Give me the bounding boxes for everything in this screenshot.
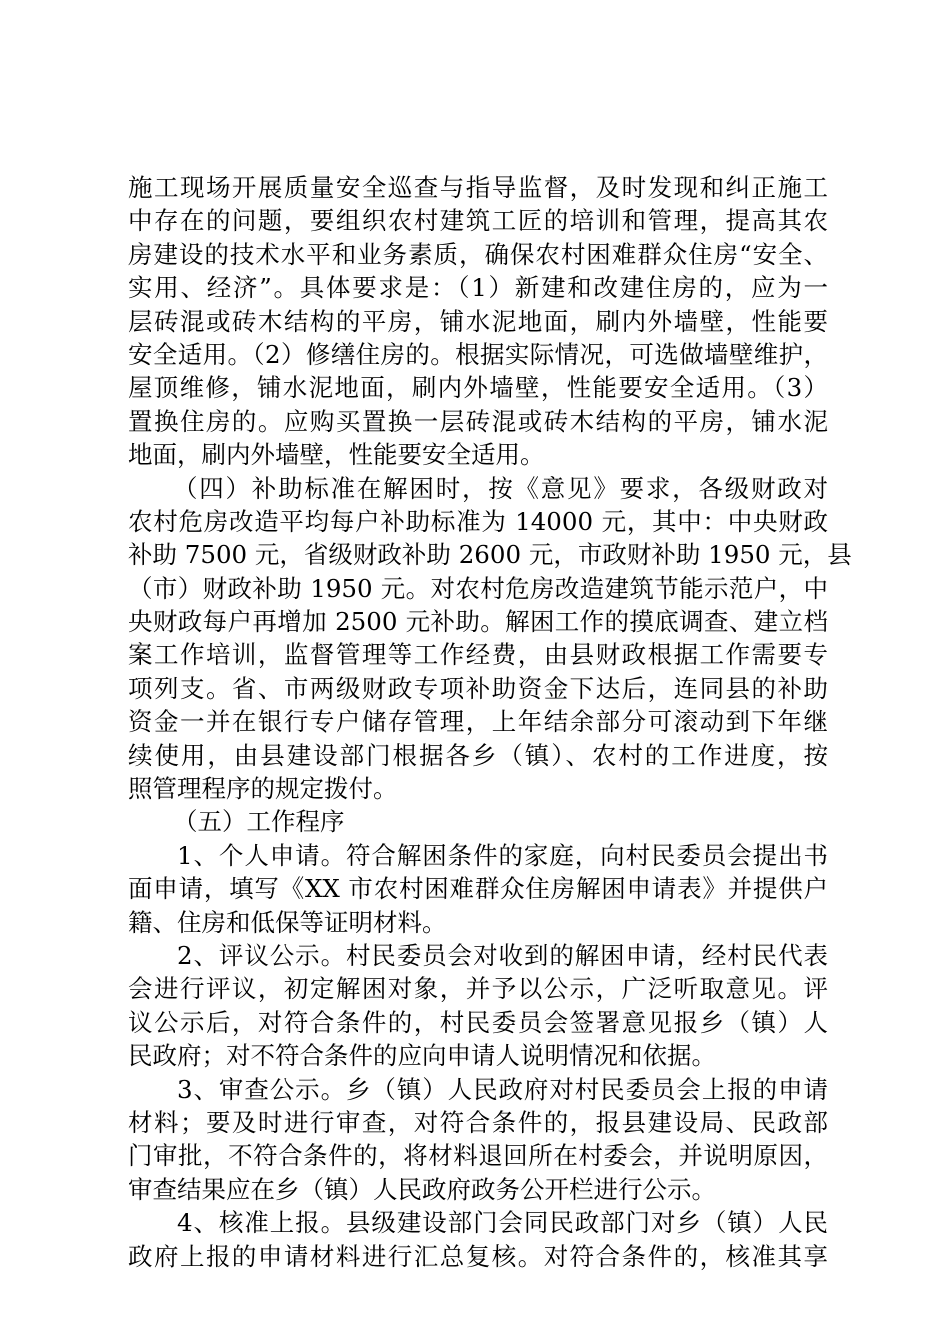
paragraph-line: 屋顶维修，铺水泥地面，刷内外墙壁，性能要安全适用。（3） (128, 373, 828, 403)
paragraph-line: 门审批，不符合条件的，将材料退回所在村委会，并说明原因， (128, 1141, 828, 1171)
paragraph-line: 材料；要及时进行审查，对符合条件的，报县建设局、民政部 (128, 1107, 828, 1137)
paragraph-line: （市）财政补助 1950 元。对农村危房改造建筑节能示范户，中 (128, 573, 828, 603)
paragraph-line: 续使用，由县建设部门根据各乡（镇）、农村的工作进度，按 (128, 740, 828, 770)
paragraph-line: 地面，刷内外墙壁，性能要安全适用。 (128, 440, 545, 470)
paragraph-line: 1、个人申请。符合解困条件的家庭，向村民委员会提出书 (177, 840, 828, 870)
paragraph-line: 审查结果应在乡（镇）人民政府政务公开栏进行公示。 (128, 1174, 716, 1204)
paragraph-line: 照管理程序的规定拨付。 (128, 774, 398, 804)
paragraph-line: 议公示后，对符合条件的，村民委员会签署意见报乡（镇）人 (128, 1007, 828, 1037)
paragraph-line: 项列支。省、市两级财政专项补助资金下达后，连同县的补助 (128, 673, 828, 703)
paragraph-line: 补助 7500 元，省级财政补助 2600 元，市政财补助 1950 元，县 (128, 540, 852, 570)
paragraph-line: 实用、经济”。具体要求是：（1）新建和改建住房的，应为一 (128, 273, 828, 303)
paragraph-line: 安全适用。（2）修缮住房的。根据实际情况，可选做墙壁维护， (128, 339, 828, 369)
paragraph-line: 施工现场开展质量安全巡查与指导监督，及时发现和纠正施工 (128, 173, 828, 202)
paragraph-line: 会进行评议，初定解困对象，并予以公示，广泛听取意见。评 (128, 974, 828, 1004)
section-heading: （五）工作程序 (173, 807, 345, 837)
paragraph-line: 籍、住房和低保等证明材料。 (128, 907, 447, 937)
paragraph-line: 农村危房改造平均每户补助标准为 14000 元，其中：中央财政 (128, 506, 828, 536)
paragraph-line: 3、审查公示。乡（镇）人民政府对村民委员会上报的申请 (177, 1074, 828, 1104)
paragraph-line: 房建设的技术水平和业务素质，确保农村困难群众住房“安全、 (128, 239, 828, 269)
paragraph-line: 政府上报的申请材料进行汇总复核。对符合条件的，核准其享 (128, 1241, 828, 1271)
document-page (128, 171, 852, 1273)
paragraph-line: 4、核准上报。县级建设部门会同民政部门对乡（镇）人民 (177, 1208, 828, 1238)
paragraph-line: 资金一并在银行专户储存管理，上年结余部分可滚动到下年继 (128, 707, 828, 737)
section-heading-line: （四）补助标准在解困时，按《意见》要求，各级财政对 (173, 473, 828, 503)
paragraph-line: 置换住房的。应购买置换一层砖混或砖木结构的平房，铺水泥 (128, 406, 828, 436)
paragraph-line: 2、评议公示。村民委员会对收到的解困申请，经村民代表 (177, 940, 828, 970)
paragraph-line: 面申请，填写《XX 市农村困难群众住房解困申请表》并提供户 (128, 874, 828, 904)
paragraph-line: 央财政每户再增加 2500 元补助。解困工作的摸底调查、建立档 (128, 607, 828, 637)
paragraph-line: 中存在的问题，要组织农村建筑工匠的培训和管理，提高其农 (128, 206, 828, 236)
paragraph-line: 层砖混或砖木结构的平房，铺水泥地面，刷内外墙壁，性能要 (128, 306, 828, 336)
paragraph-line: 案工作培训，监督管理等工作经费，由县财政根据工作需要专 (128, 640, 828, 670)
paragraph-line: 民政府；对不符合条件的应向申请人说明情况和依据。 (128, 1041, 716, 1071)
